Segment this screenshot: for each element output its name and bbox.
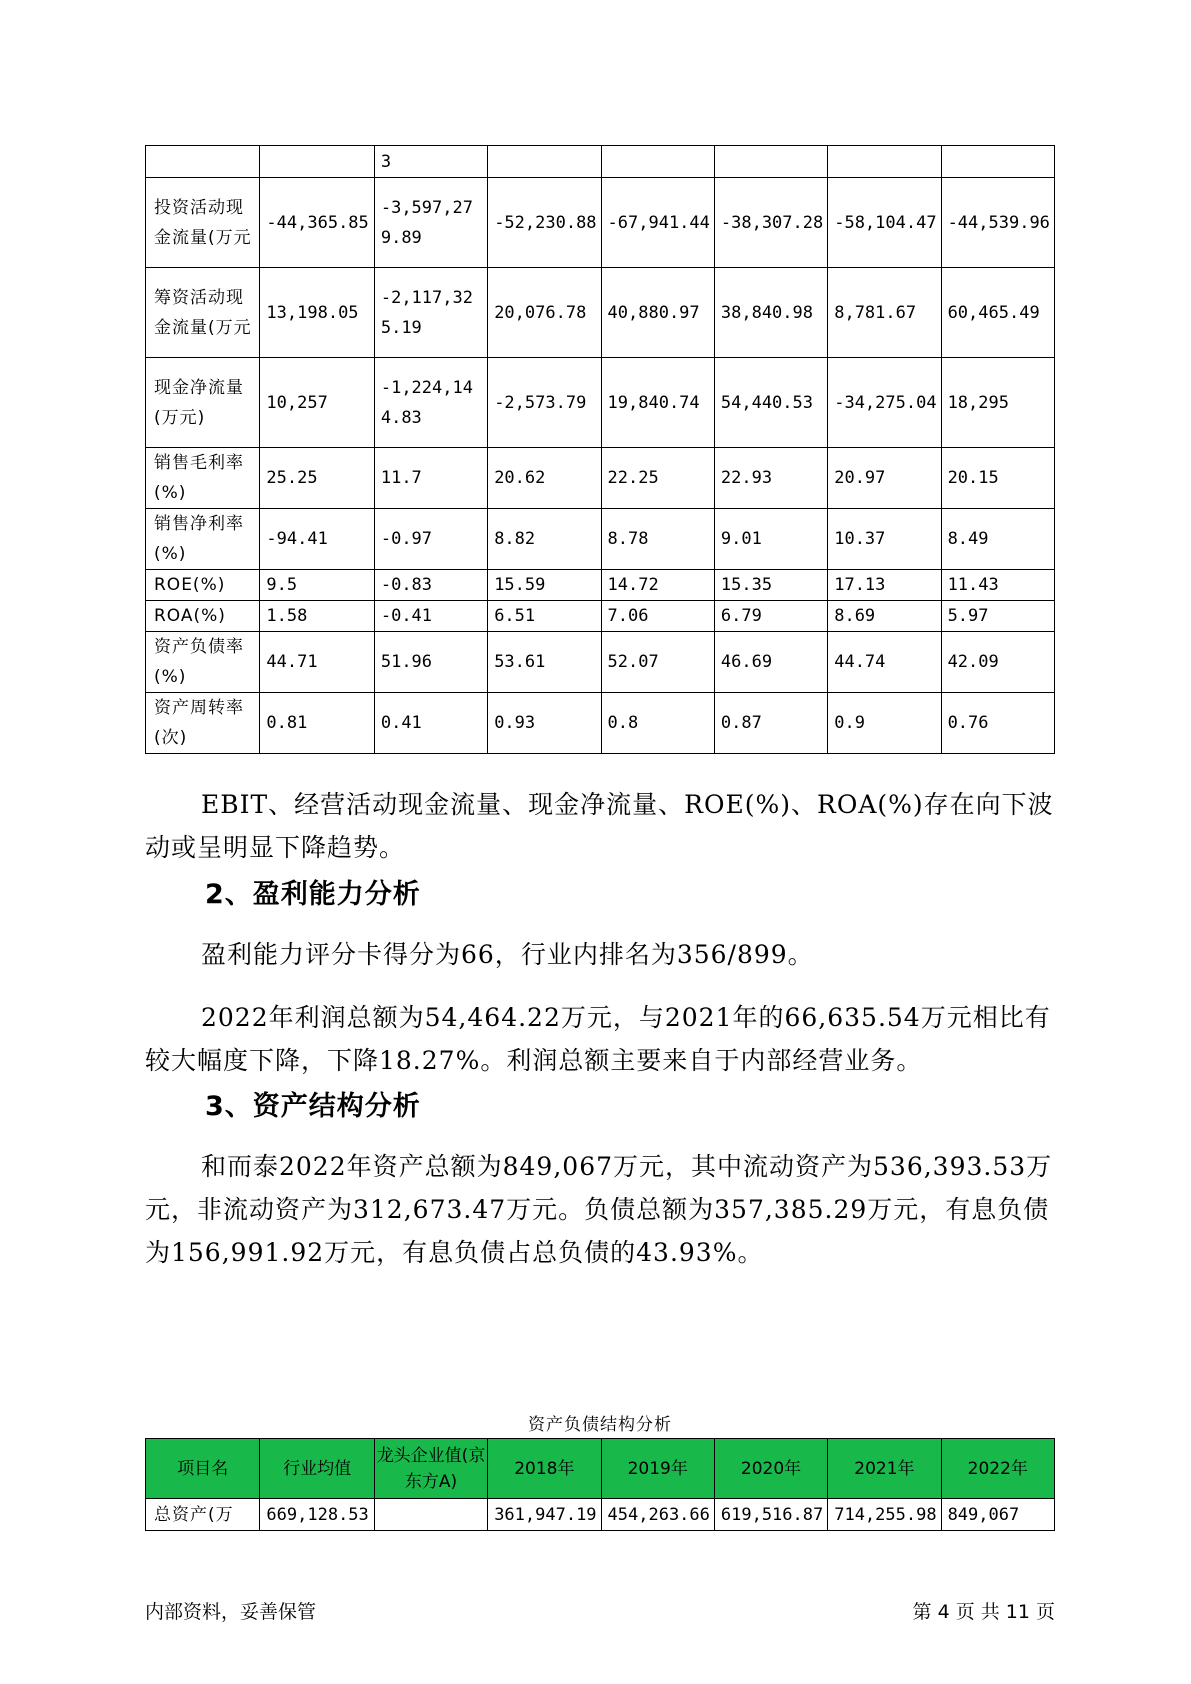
table-cell: 8.82 bbox=[488, 509, 601, 570]
table-cell: -38,307.28 bbox=[714, 178, 827, 268]
table-cell: 454,263.66 bbox=[601, 1499, 714, 1531]
table-cell: -0.97 bbox=[374, 509, 487, 570]
table-row bbox=[146, 178, 1055, 268]
row-label: ROA(%) bbox=[146, 601, 260, 632]
table-cell: -0.83 bbox=[374, 570, 487, 601]
table-cell: 44.71 bbox=[260, 632, 374, 693]
table-row bbox=[146, 146, 1055, 178]
table-cell: 20.97 bbox=[828, 448, 941, 509]
table-cell: 22.93 bbox=[714, 448, 827, 509]
table-cell: 20,076.78 bbox=[488, 268, 601, 358]
table-cell: -2,573.79 bbox=[488, 358, 601, 448]
column-header: 行业均值 bbox=[260, 1439, 374, 1499]
row-label: 销售净利率(%) bbox=[146, 509, 260, 570]
table-cell: 0.81 bbox=[260, 693, 374, 754]
table-cell: -0.41 bbox=[374, 601, 487, 632]
table-cell: 0.9 bbox=[828, 693, 941, 754]
table-cell: -52,230.88 bbox=[488, 178, 601, 268]
table-cell: 15.35 bbox=[714, 570, 827, 601]
table-cell: 11.43 bbox=[941, 570, 1054, 601]
table-cell bbox=[828, 146, 941, 178]
footer-page-number: 第 4 页 共 11 页 bbox=[912, 1601, 1055, 1623]
table-cell: -1,224,144.83 bbox=[374, 358, 487, 448]
column-header: 项目名 bbox=[146, 1439, 260, 1499]
table-cell: 714,255.98 bbox=[828, 1499, 941, 1531]
table-cell: 3 bbox=[374, 146, 487, 178]
table-cell: 0.76 bbox=[941, 693, 1054, 754]
table-cell: 19,840.74 bbox=[601, 358, 714, 448]
row-label: 筹资活动现金流量(万元 bbox=[146, 268, 260, 358]
table-cell: 25.25 bbox=[260, 448, 374, 509]
table-cell: 15.59 bbox=[488, 570, 601, 601]
asset-liability-structure-table bbox=[145, 1438, 1055, 1531]
table-cell: 53.61 bbox=[488, 632, 601, 693]
table-row bbox=[146, 268, 1055, 358]
table-cell: 54,440.53 bbox=[714, 358, 827, 448]
table-cell: 13,198.05 bbox=[260, 268, 374, 358]
table-cell: 0.8 bbox=[601, 693, 714, 754]
column-header: 龙头企业值(京东方A) bbox=[374, 1439, 487, 1499]
table-cell: 40,880.97 bbox=[601, 268, 714, 358]
table-cell: 619,516.87 bbox=[714, 1499, 827, 1531]
table-row bbox=[146, 601, 1055, 632]
table-cell: 5.97 bbox=[941, 601, 1054, 632]
column-header: 2020年 bbox=[714, 1439, 827, 1499]
table-row bbox=[146, 509, 1055, 570]
table-row bbox=[146, 358, 1055, 448]
section-heading-asset-structure: 3、资产结构分析 bbox=[205, 1091, 421, 1122]
table-cell: -44,539.96 bbox=[941, 178, 1054, 268]
table-cell: 46.69 bbox=[714, 632, 827, 693]
footer-confidential: 内部资料，妥善保管 bbox=[145, 1601, 317, 1623]
table-cell: 17.13 bbox=[828, 570, 941, 601]
row-label: 资产负债率(%) bbox=[146, 632, 260, 693]
row-label: 总资产(万 bbox=[146, 1499, 260, 1531]
asset-paragraph: 和而泰2022年资产总额为849,067万元，其中流动资产为536,393.53万元，非流动资产为312,673.47万元。负债总额为357,385.29万元，有息负债为156,991.92万元，有息负债占总负债的43.93%。 bbox=[145, 1152, 1053, 1267]
table-cell: -44,365.85 bbox=[260, 178, 374, 268]
table-cell: 42.09 bbox=[941, 632, 1054, 693]
table-row bbox=[146, 448, 1055, 509]
row-label: 销售毛利率(%) bbox=[146, 448, 260, 509]
table-cell: 18,295 bbox=[941, 358, 1054, 448]
table-cell: -34,275.04 bbox=[828, 358, 941, 448]
table-cell: 20.15 bbox=[941, 448, 1054, 509]
table-cell: 52.07 bbox=[601, 632, 714, 693]
table-cell bbox=[941, 146, 1054, 178]
table-cell: 849,067 bbox=[941, 1499, 1054, 1531]
table-row bbox=[146, 693, 1055, 754]
table-cell: 6.79 bbox=[714, 601, 827, 632]
table-cell: 22.25 bbox=[601, 448, 714, 509]
section-heading-profitability: 2、盈利能力分析 bbox=[205, 879, 421, 910]
table-row bbox=[146, 1499, 1055, 1531]
column-header: 2021年 bbox=[828, 1439, 941, 1499]
table-cell: 361,947.19 bbox=[488, 1499, 601, 1531]
table-cell: 9.5 bbox=[260, 570, 374, 601]
table-cell bbox=[714, 146, 827, 178]
table-header-row bbox=[146, 1439, 1055, 1499]
financial-indicators-table bbox=[145, 145, 1055, 754]
column-header: 2019年 bbox=[601, 1439, 714, 1499]
profit-paragraph: 2022年利润总额为54,464.22万元，与2021年的66,635.54万元相比有较大幅度下降，下降18.27%。利润总额主要来自于内部经营业务。 bbox=[145, 1003, 1051, 1075]
table-row bbox=[146, 570, 1055, 601]
table-cell: 44.74 bbox=[828, 632, 941, 693]
row-label: 投资活动现金流量(万元 bbox=[146, 178, 260, 268]
table-cell: 8.78 bbox=[601, 509, 714, 570]
table-cell: 14.72 bbox=[601, 570, 714, 601]
table-cell: 11.7 bbox=[374, 448, 487, 509]
table-cell bbox=[374, 1499, 487, 1531]
table-cell: 0.41 bbox=[374, 693, 487, 754]
table-cell: -3,597,279.89 bbox=[374, 178, 487, 268]
table-cell: 8,781.67 bbox=[828, 268, 941, 358]
trend-paragraph: EBIT、经营活动现金流量、现金净流量、ROE(%)、ROA(%)存在向下波动或呈明显下降趋势。 bbox=[145, 790, 1054, 862]
table-cell: 7.06 bbox=[601, 601, 714, 632]
table-cell: 10,257 bbox=[260, 358, 374, 448]
table-cell: 0.87 bbox=[714, 693, 827, 754]
table-cell: -2,117,325.19 bbox=[374, 268, 487, 358]
table-cell: 6.51 bbox=[488, 601, 601, 632]
column-header: 2022年 bbox=[941, 1439, 1054, 1499]
table-cell: -58,104.47 bbox=[828, 178, 941, 268]
table-cell: 38,840.98 bbox=[714, 268, 827, 358]
table-cell: 8.49 bbox=[941, 509, 1054, 570]
table-cell: 669,128.53 bbox=[260, 1499, 374, 1531]
table-cell: 51.96 bbox=[374, 632, 487, 693]
score-paragraph: 盈利能力评分卡得分为66，行业内排名为356/899。 bbox=[201, 940, 814, 969]
table-cell: 20.62 bbox=[488, 448, 601, 509]
row-label: 资产周转率(次) bbox=[146, 693, 260, 754]
column-header: 2018年 bbox=[488, 1439, 601, 1499]
table-cell: 10.37 bbox=[828, 509, 941, 570]
table-cell: 0.93 bbox=[488, 693, 601, 754]
table-cell: -94.41 bbox=[260, 509, 374, 570]
row-label: ROE(%) bbox=[146, 570, 260, 601]
row-label: 现金净流量(万元) bbox=[146, 358, 260, 448]
table-cell bbox=[260, 146, 374, 178]
table-cell: 9.01 bbox=[714, 509, 827, 570]
table-cell: 1.58 bbox=[260, 601, 374, 632]
row-label bbox=[146, 146, 260, 178]
table-row bbox=[146, 632, 1055, 693]
table-cell: -67,941.44 bbox=[601, 178, 714, 268]
table-cell bbox=[601, 146, 714, 178]
table-cell: 8.69 bbox=[828, 601, 941, 632]
table-cell bbox=[488, 146, 601, 178]
table-caption: 资产负债结构分析 bbox=[528, 1415, 672, 1435]
table-cell: 60,465.49 bbox=[941, 268, 1054, 358]
